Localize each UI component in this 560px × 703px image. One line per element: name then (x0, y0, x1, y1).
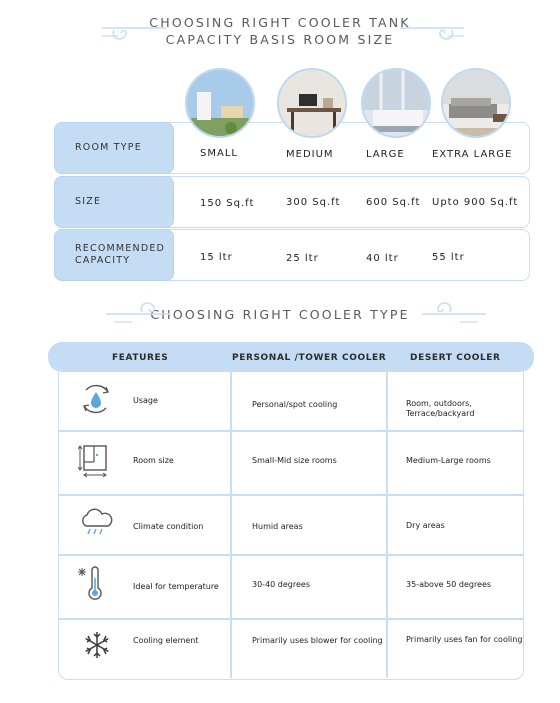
row-divider-1 (58, 430, 524, 432)
header-features: FEATURES (112, 353, 169, 363)
section2-title: CHOOSING RIGHT COOLER TYPE (150, 307, 410, 322)
row-divider-2 (58, 494, 524, 496)
rain-cloud-icon (78, 508, 114, 538)
room-type-small: SMALL (200, 148, 238, 159)
room-size-icon (78, 444, 110, 478)
water-cycle-icon (78, 382, 114, 416)
swirl-decoration-left-2 (104, 300, 172, 330)
swirl-decoration-right-2 (420, 300, 488, 330)
personal-cooling-element: Primarily uses blower for cooling (252, 636, 383, 645)
size-large: 600 Sq.ft (366, 197, 421, 208)
feature-ideal-temperature: Ideal for temperature (133, 582, 219, 591)
desert-usage: Room, outdoors, Terrace/backyard (406, 399, 475, 418)
row-divider-4 (58, 618, 524, 620)
personal-usage: Personal/spot cooling (252, 400, 338, 409)
personal-ideal-temperature: 30-40 degrees (252, 580, 310, 589)
room-type-large: LARGE (366, 149, 405, 160)
desert-room-size: Medium-Large rooms (406, 456, 491, 465)
personal-climate-condition: Humid areas (252, 522, 303, 531)
snowflake-icon (82, 630, 112, 660)
feature-cooling-element: Cooling element (133, 636, 199, 645)
header-desert-cooler: DESERT COOLER (410, 353, 501, 363)
header-personal-tower-cooler: PERSONAL /TOWER COOLER (232, 353, 387, 363)
room-photo-small (185, 68, 255, 138)
capacity-label-recommended: RECOMMENDED CAPACITY (54, 229, 174, 281)
capacity-label-size: SIZE (54, 176, 174, 228)
feature-room-size: Room size (133, 456, 174, 465)
room-type-extra-large: EXTRA LARGE (432, 149, 513, 160)
thermometer-icon (76, 566, 106, 602)
room-photo-medium (277, 68, 347, 138)
size-medium: 300 Sq.ft (286, 197, 341, 208)
swirl-decoration-left-1 (100, 16, 168, 46)
desert-ideal-temperature: 35-above 50 degrees (406, 580, 492, 589)
capacity-large: 40 ltr (366, 253, 399, 264)
section1-title (0, 14, 560, 48)
room-type-medium: MEDIUM (286, 149, 334, 160)
capacity-extra-large: 55 ltr (432, 252, 465, 263)
room-photo-extra-large (441, 68, 511, 138)
feature-usage: Usage (133, 396, 158, 405)
desert-climate-condition: Dry areas (406, 521, 445, 530)
room-photo-large (361, 68, 431, 138)
column-divider-1 (230, 370, 232, 678)
capacity-small: 15 ltr (200, 252, 233, 263)
section1-title-line2: CAPACITY BASIS ROOM SIZE (165, 32, 395, 47)
size-small: 150 Sq.ft (200, 198, 255, 209)
section1-title-line1: CHOOSING RIGHT COOLER TANK (149, 15, 411, 30)
column-divider-2 (386, 370, 388, 678)
personal-room-size: Small-Mid size rooms (252, 456, 337, 465)
desert-cooling-element: Primarily uses fan for cooling (406, 635, 523, 644)
capacity-medium: 25 ltr (286, 253, 319, 264)
size-extra-large: Upto 900 Sq.ft (432, 197, 519, 208)
feature-climate-condition: Climate condition (133, 522, 204, 531)
row-divider-3 (58, 554, 524, 556)
capacity-label-room-type: ROOM TYPE (54, 122, 174, 174)
swirl-decoration-right-1 (398, 16, 466, 46)
